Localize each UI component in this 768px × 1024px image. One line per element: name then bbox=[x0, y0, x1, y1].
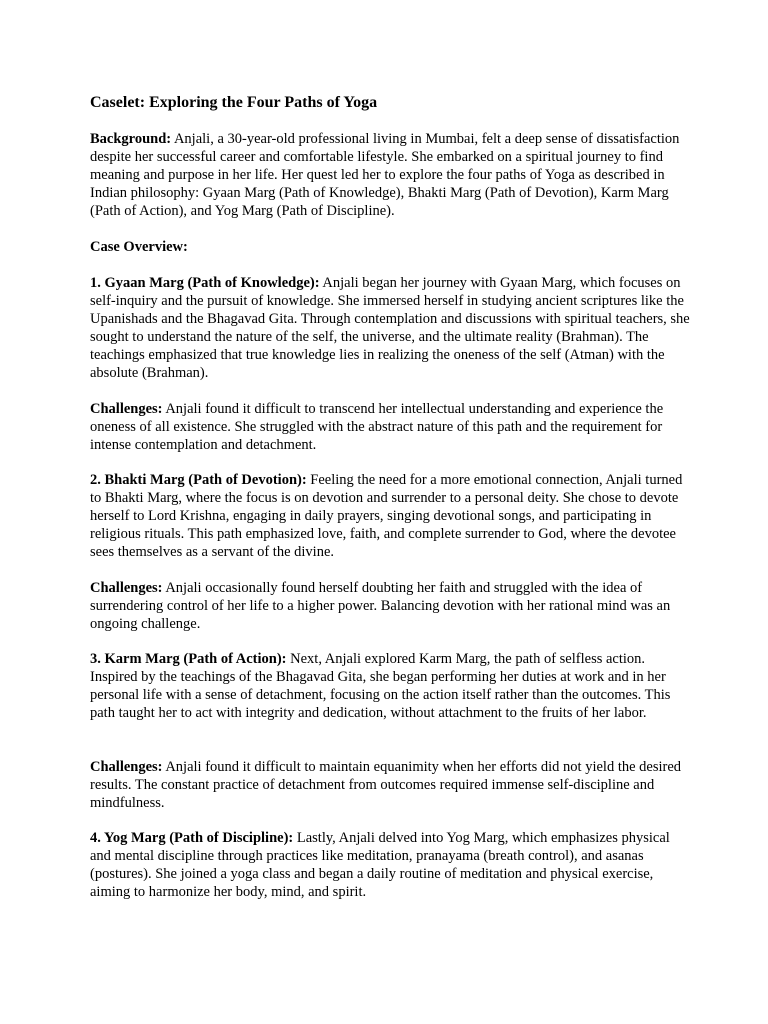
paragraph-label: 3. Karm Marg (Path of Action): bbox=[90, 651, 287, 667]
paragraph-label: Challenges: bbox=[90, 759, 163, 775]
paragraph-label: 1. Gyaan Marg (Path of Knowledge): bbox=[90, 275, 320, 291]
paragraph-label: Background: bbox=[90, 131, 172, 147]
bhakti-challenges-paragraph bbox=[90, 580, 690, 634]
paragraph-text: Lastly, Anjali delved into Yog Marg, which emphasizes physical and mental discipline through practices like meditation, pranayama (breath control), and asanas (postures). She joined a yoga class and began a daily routine of meditation and physical exercise, aiming to harmonize her body, mind, and spirit. bbox=[90, 830, 670, 900]
paragraph-text: Next, Anjali explored Karm Marg, the path of selfless action. Inspired by the teachings of the Bhagavad Gita, she began performing her duties at work and in her personal life with a sense of detachment, focusing on the action itself rather than the outcomes. This path taught her to act with integrity and dedication, without attachment to the fruits of her labor. bbox=[90, 651, 671, 721]
paragraph-text: Anjali found it difficult to maintain equanimity when her efforts did not yield the desired results. The constant practice of detachment from outcomes required immense self-discipline and mindfulness. bbox=[90, 759, 682, 811]
paragraph-label: 4. Yog Marg (Path of Discipline): bbox=[90, 830, 294, 846]
paragraph-text: Anjali found it difficult to transcend her intellectual understanding and experience the oneness of all existence. She struggled with the abstract nature of this path and the requirement for intense contemplation and detachment. bbox=[90, 401, 664, 453]
paragraph-label: Challenges: bbox=[90, 401, 163, 417]
gyaan-challenges-paragraph bbox=[90, 401, 690, 455]
karm-marg-paragraph bbox=[90, 651, 690, 723]
background-paragraph bbox=[90, 131, 690, 221]
paragraph-label: Case Overview: bbox=[90, 239, 188, 255]
karm-challenges-paragraph bbox=[90, 759, 690, 813]
gyaan-marg-paragraph bbox=[90, 275, 690, 382]
bhakti-marg-paragraph bbox=[90, 472, 690, 562]
document-title: Caselet: Exploring the Four Paths of Yoga bbox=[90, 94, 378, 111]
yog-marg-paragraph bbox=[90, 830, 690, 902]
paragraph-text: Anjali occasionally found herself doubting her faith and struggled with the idea of surrendering control of her life to a higher power. Balancing devotion with her rational mind was an ongoing challenge. bbox=[90, 580, 671, 632]
paragraph-text: Anjali began her journey with Gyaan Marg, which focuses on self-inquiry and the pursuit of knowledge. She immersed herself in studying ancient scriptures like the Upanishads and the Bhagavad Gita. Through contemplation and discussions with spiritual teachers, she sought to understand the nature of the self, the universe, and the ultimate reality (Brahman). The teachings emphasized that true knowledge lies in realizing the oneness of the self (Atman) with the absolute (Brahman). bbox=[90, 275, 690, 381]
paragraph-text: Anjali, a 30-year-old professional living in Mumbai, felt a deep sense of dissatisfaction despite her successful career and comfortable lifestyle. She embarked on a spiritual journey to find meaning and purpose in her life. Her quest led her to explore the four paths of Yoga as described in Indian philosophy: Gyaan Marg (Path of Knowledge), Bhakti Marg (Path of Devotion), Karm Marg (Path of Action), and Yog Marg (Path of Discipline). bbox=[90, 131, 680, 219]
paragraph-label: 2. Bhakti Marg (Path of Devotion): bbox=[90, 472, 307, 488]
paragraph-label: Challenges: bbox=[90, 580, 163, 596]
case-overview-heading bbox=[90, 239, 690, 257]
paragraph-text: Feeling the need for a more emotional connection, Anjali turned to Bhakti Marg, where the focus is on devotion and surrender to a personal deity. She chose to devote herself to Lord Krishna, engaging in daily prayers, singing devotional songs, and participating in religious rituals. This path emphasized love, faith, and complete surrender to God, where the devotee sees themselves as a servant of the divine. bbox=[90, 472, 683, 560]
